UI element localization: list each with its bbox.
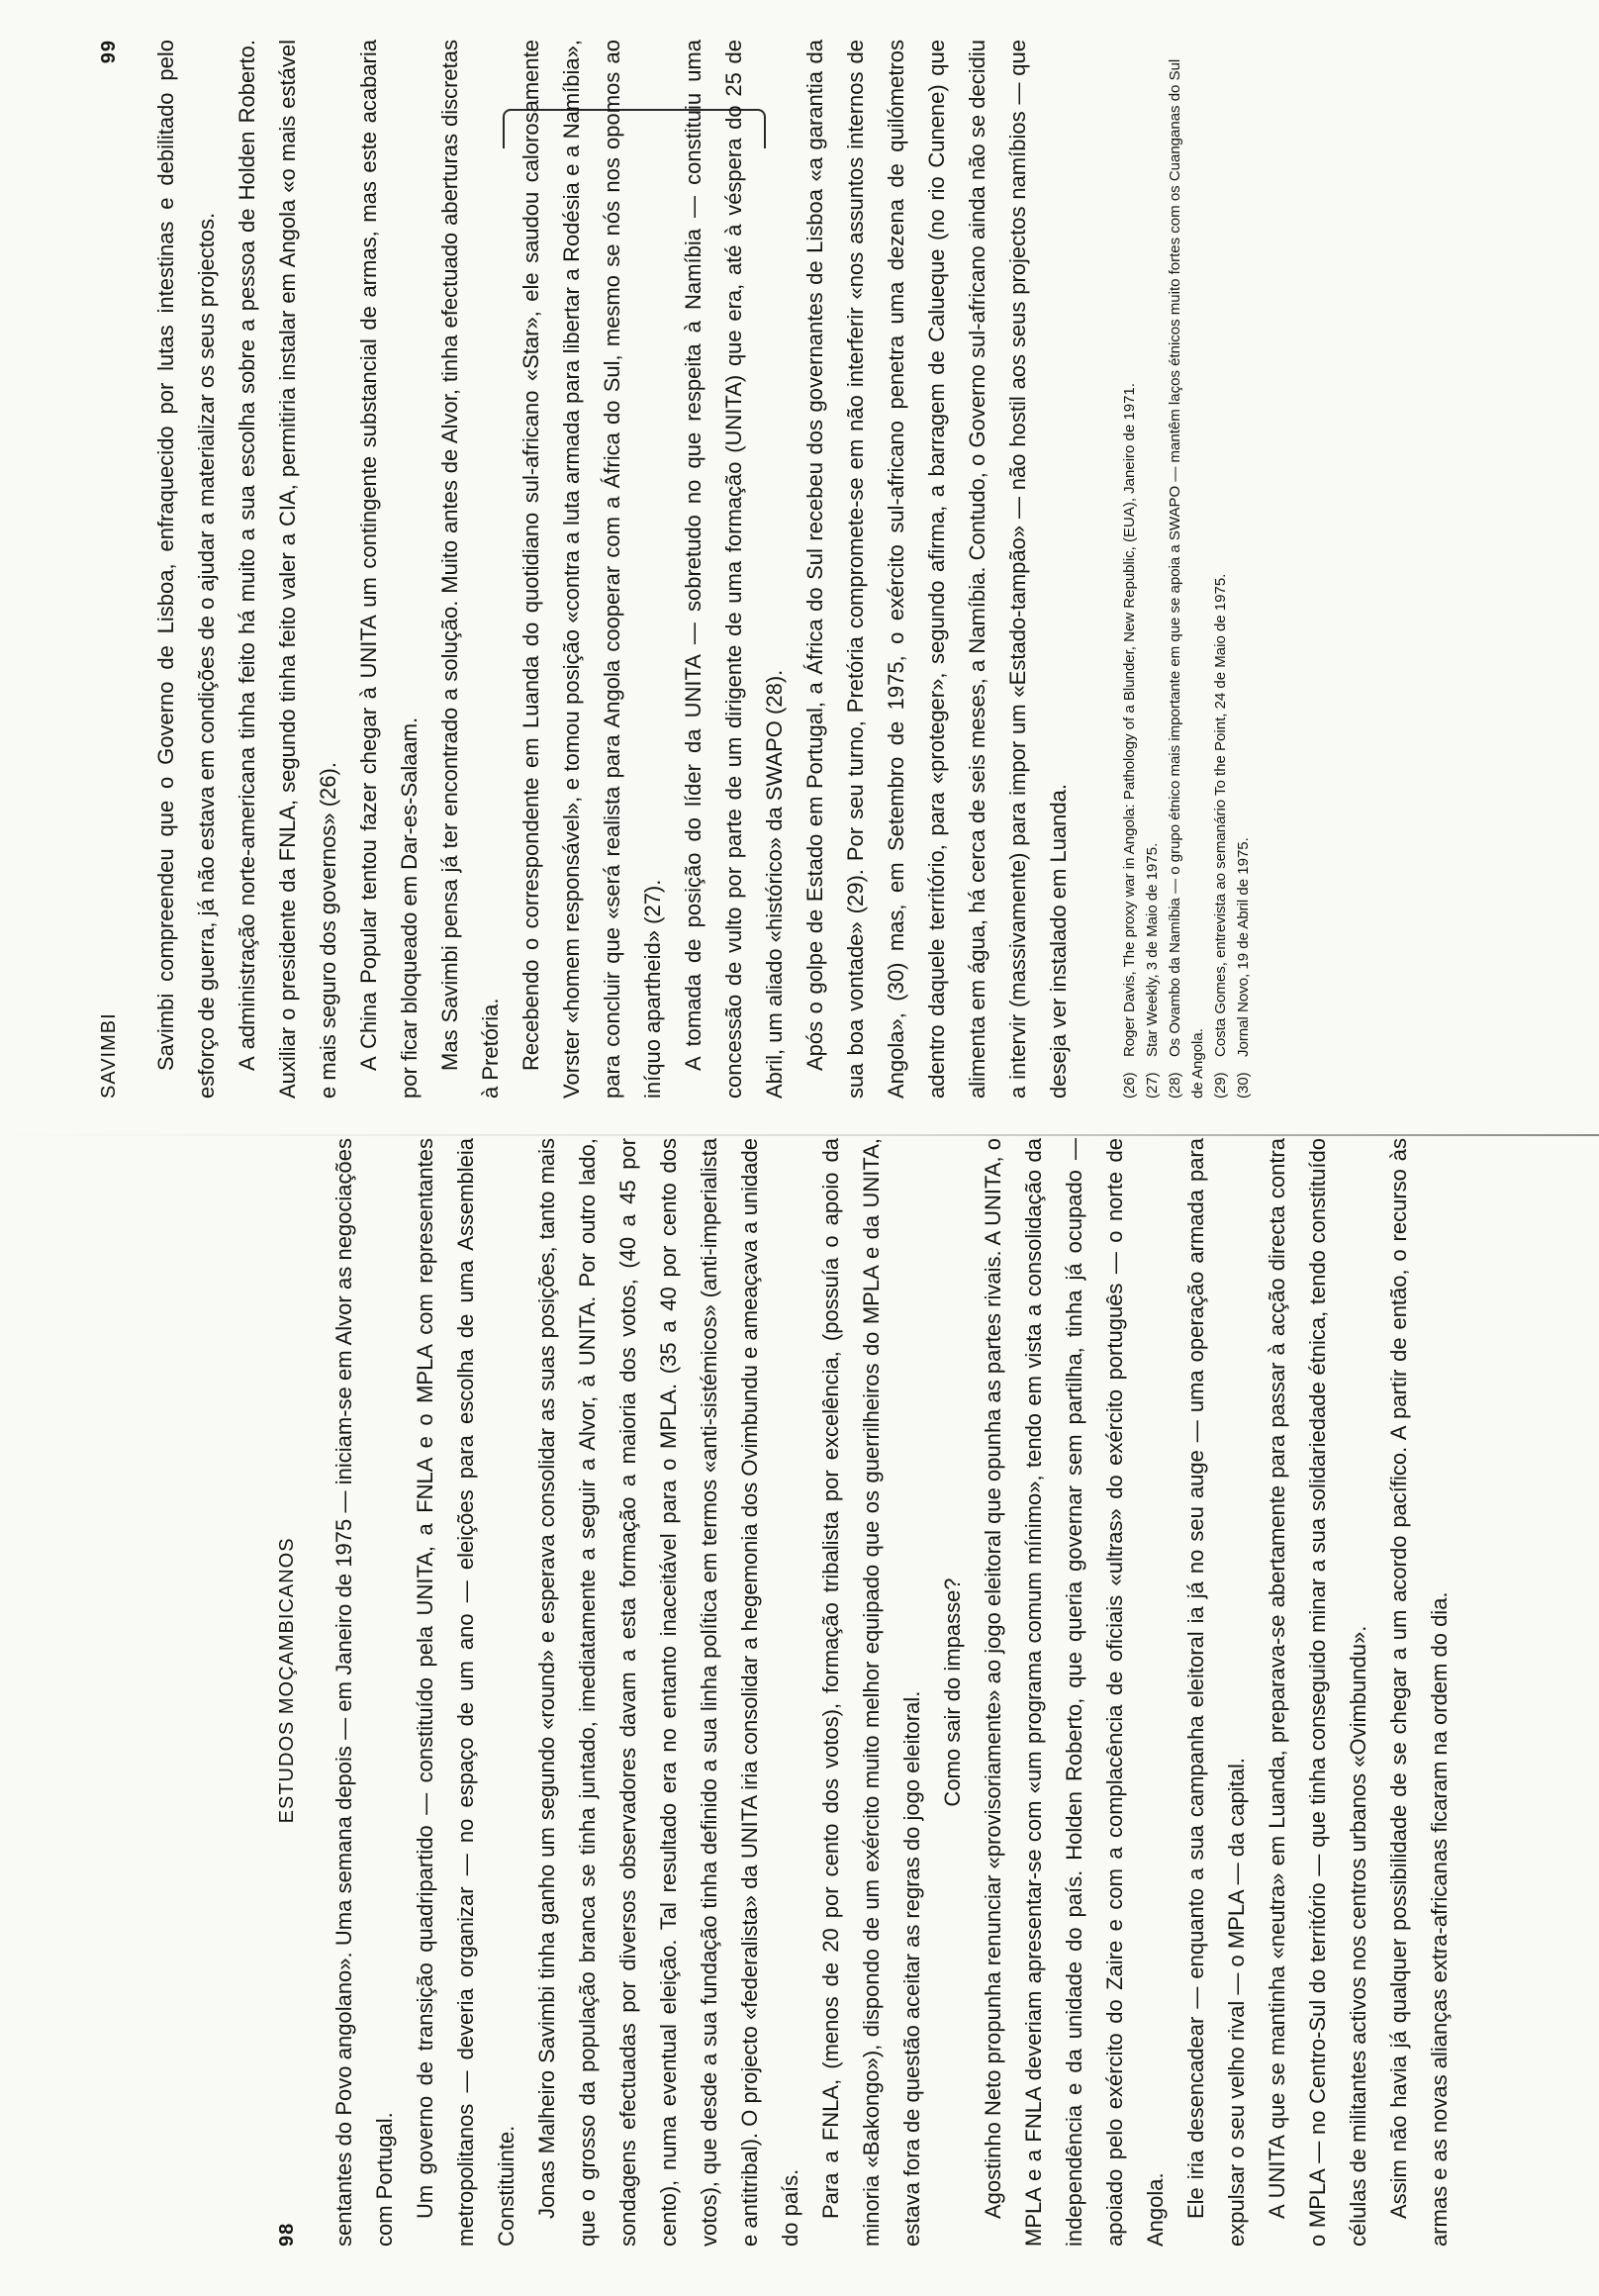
paragraph: Assim não havia já qualquer possibilidade de se chegar a um acordo pacífico. A partir de então, o recurso às armas e as novas alianças extra-africanas ficaram na ordem do dia.: [1386, 1138, 1452, 2247]
paragraph: A China Popular tentou fazer chegar à UNITA um contingente substancial de armas, mas este acabaria por ficar bloqueado em Dar-es-Salaam.: [356, 40, 422, 1099]
paragraph: Após o golpe de Estado em Portugal, a África do Sul recebeu dos governantes de Lisboa «a garantia da sua boa vontade» (29). Por seu turno, Pretória compromete-se em não interferir «nos assuntos internos de Angola», (30) mas, em Setembro de 1975, o exército sul-africano penetra uma dezena de quilómetros adentro daquele território, para «proteger», segundo afirma, a barragem de Calueque (no rio Cunene) que alimenta em água, há cerca de seis meses, a Namíbia. Contudo, o Governo sul-africano ainda não se decidiu a intervir (massivamente) para impor um «Estado-tampão» — não hostil aos seus projectos namíbios — que deseja ver instalado em Luanda.: [802, 40, 1071, 1099]
paragraph-question: Como sair do impasse?: [940, 1578, 965, 1807]
footnotes: [1118, 40, 1255, 1099]
paragraph: sentantes do Povo angolano». Uma semana depois — em Janeiro de 1975 — iniciam-se em Alvor as negociações com Portugal.: [331, 1138, 397, 2247]
book-spine-shadow: [0, 1134, 1599, 1136]
page-number-right: 99: [98, 40, 120, 64]
footnote: (30)Jornal Novo, 19 de Abril de 1975.: [1235, 837, 1252, 1099]
paragraph: Recebendo o correspondente em Luanda do quotidiano sul-africano «Star», ele saudou calorosamente Vorster «homem responsável», e tomou posição «contra a luta armada para libertar a Rodésia e a Namíbia», para concluir que «será realista para Angola cooperar com a África do Sul, mesmo se nós nos opomos ao iníquo apartheid» (27).: [518, 40, 665, 1099]
paragraph: Um governo de transição quadripartido — constituído pela UNITA, a FNLA e o MPLA com representantes metropolitanos — deveria organizar — no espaço de um ano — eleições para escolha de uma Assembleia Constituinte.: [413, 1138, 518, 2247]
page-number-left: 98: [276, 2222, 298, 2247]
running-head-left: [272, 1138, 302, 2247]
paragraph: A administração norte-americana tinha feito há muito a sua escolha sobre a pessoa de Holden Roberto. Auxiliar o presidente da FNLA, segundo tinha feito valer a CIA, permitiria instalar em Angola «o mais estável e mais seguro dos governos» (26).: [235, 40, 340, 1099]
running-head-title-right: SAVIMBI: [98, 1012, 120, 1099]
paragraph: Jonas Malheiro Savimbi tinha ganho um segundo «round» e esperava consolidar as suas posições, tanto mais que o grosso da população branca se tinha juntado, imediatamente a seguir a Alvor, à UNITA. Por outro lado, sondagens efectuadas por diversos observadores davam a esta formação a maioria dos votos, (40 a 45 por cento), numa eventual eleição. Tal resultado era no entanto inaceitável para o MPLA. (35 a 40 por cento dos votos), que desde a sua fundação tinha definido a sua linha política em termos «anti-sistémicos» (anti-imperialista e antitribal). O projecto «federalista» da UNITA iria consolidar a hegemonia dos Ovimbundu e ameaçava a unidade do país.: [534, 1138, 802, 2247]
page-99: [94, 40, 1341, 1099]
footnote: (28)Os Ovambo da Namíbia — o grupo étnico mais importante em que se apoia a SWAPO — mantêm laços étnicos muito fortes com os Cuanganas do Sul de Angola.: [1167, 58, 1206, 1099]
paragraph: Agostinho Neto propunha renunciar «provisoriamente» ao jogo eleitoral que opunha as partes rivais. A UNITA, o MPLA e a FNLA deveriam apresentar-se com «um programa comum mínimo», tendo em vista a consolidação da independência e da unidade do país. Holden Roberto, que queria governar sem partilha, tinha já ocupado — apoiado pelo exército do Zaire e com a complacência de oficiais «ultras» do exército português — o norte de Angola.: [981, 1138, 1168, 2247]
page-98: [272, 1138, 1452, 2247]
footnote: (27)Star Weekly, 3 de Maio de 1975.: [1144, 842, 1161, 1099]
paragraph: Ele iria desencadear — enquanto a sua campanha eleitoral ia já no seu auge — uma operação armada para expulsar o seu velho rival — o MPLA — da capital.: [1183, 1138, 1249, 2247]
paragraph: Para a FNLA, (menos de 20 por cento dos votos), formação tribalista por excelência, (possuía o apoio da minoria «Bakongo»), dispondo de um exército muito melhor equipado que os guerrilheiros do MPLA e da UNITA, estava fora de questão aceitar as regras do jogo eleitoral.: [818, 1138, 924, 2247]
paragraph: A UNITA que se mantinha «neutra» em Luanda, preparava-se abertamente para passar à acção directa contra o MPLA — no Centro-Sul do território — que tinha conseguido minar a sua solidariedade étnica, tendo constituído células de militantes activos nos centros urbanos «Ovimbundu».: [1265, 1138, 1370, 2247]
running-head-right: [94, 40, 124, 1099]
footnote: (29)Costa Gomes, entrevista ao semanário To the Point, 24 de Maio de 1975.: [1212, 573, 1229, 1099]
paragraph: Savimbi compreendeu que o Governo de Lisboa, enfraquecido por lutas intestinas e debilitado pelo esforço de guerra, já não estava em condições de o ajudar a materializar os seus projectos.: [153, 40, 219, 1099]
footnote: (26)Roger Davis, The proxy war in Angola: Pathology of a Blunder, New Republic, (EUA), Janeiro de 1971.: [1121, 383, 1138, 1099]
running-head-title-left: ESTUDOS MOÇAMBICANOS: [276, 1537, 298, 1824]
paragraph: Mas Savimbi pensa já ter encontrado a solução. Muito antes de Alvor, tinha efectuado aberturas discretas à Pretória.: [437, 40, 503, 1099]
paragraph: A tomada de posição do líder da UNITA — sobretudo no que respeita à Namíbia — constituiu uma concessão de vulto por parte de um dirigente de uma formação (UNITA) que era, até à véspera do 25 de Abril, um aliado «histórico» da SWAPO (28).: [681, 40, 787, 1099]
